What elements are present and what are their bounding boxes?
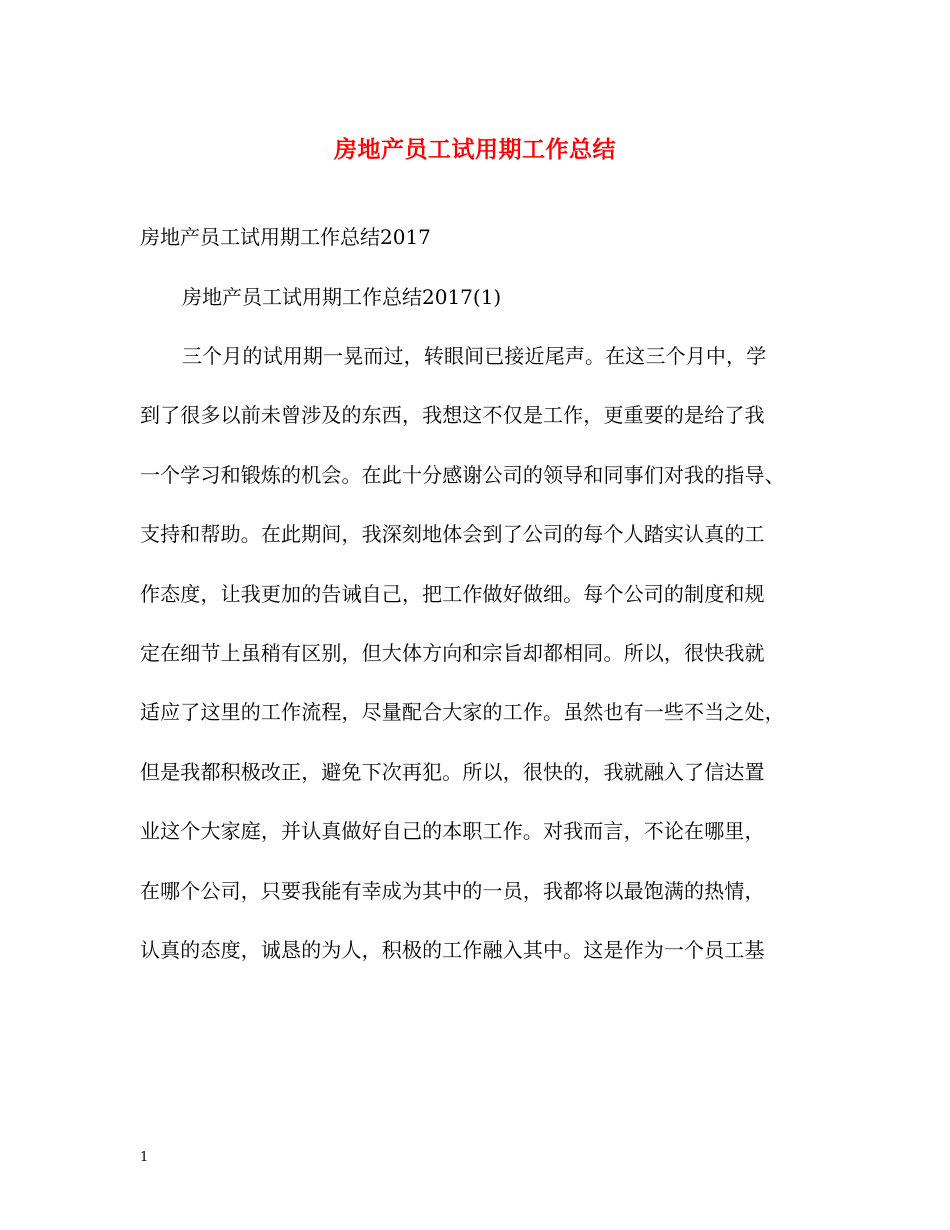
- body-line: 业这个大家庭，并认真做好自己的本职工作。对我而言，不论在哪里，: [140, 819, 765, 844]
- body-text: [140, 341, 820, 994]
- body-line: 适应了这里的工作流程，尽量配合大家的工作。虽然也有一些不当之处，: [140, 700, 785, 725]
- body-line: 三个月的试用期一晃而过，转眼间已接近尾声。在这三个月中，学: [182, 344, 767, 368]
- body-line: 在哪个公司，只要我能有幸成为其中的一员，我都将以最饱满的热情，: [140, 878, 765, 903]
- document-title: 房地产员工试用期工作总结: [334, 136, 616, 163]
- page-number: 1: [140, 1150, 149, 1165]
- body-line: 但是我都积极改正，避免下次再犯。所以，很快的，我就融入了信达置: [140, 759, 765, 784]
- body-line: 作态度，让我更加的告诫自己，把工作做好做细。每个公司的制度和规: [140, 581, 765, 606]
- body-line: 一个学习和锻炼的机会。在此十分感谢公司的领导和同事们对我的指导、: [140, 462, 785, 487]
- body-line: 定在细节上虽稍有区别，但大体方向和宗旨却都相同。所以，很快我就: [140, 640, 765, 665]
- body-line: 认真的态度，诚恳的为人，积极的工作融入其中。这是作为一个员工基: [140, 937, 765, 962]
- document-subtitle: 房地产员工试用期工作总结2017: [140, 225, 431, 249]
- body-line: 到了很多以前未曾涉及的东西，我想这不仅是工作，更重要的是给了我: [140, 403, 765, 428]
- body-line: 支持和帮助。在此期间，我深刻地体会到了公司的每个人踏实认真的工: [140, 522, 765, 547]
- section-heading: 房地产员工试用期工作总结2017(1): [182, 285, 502, 309]
